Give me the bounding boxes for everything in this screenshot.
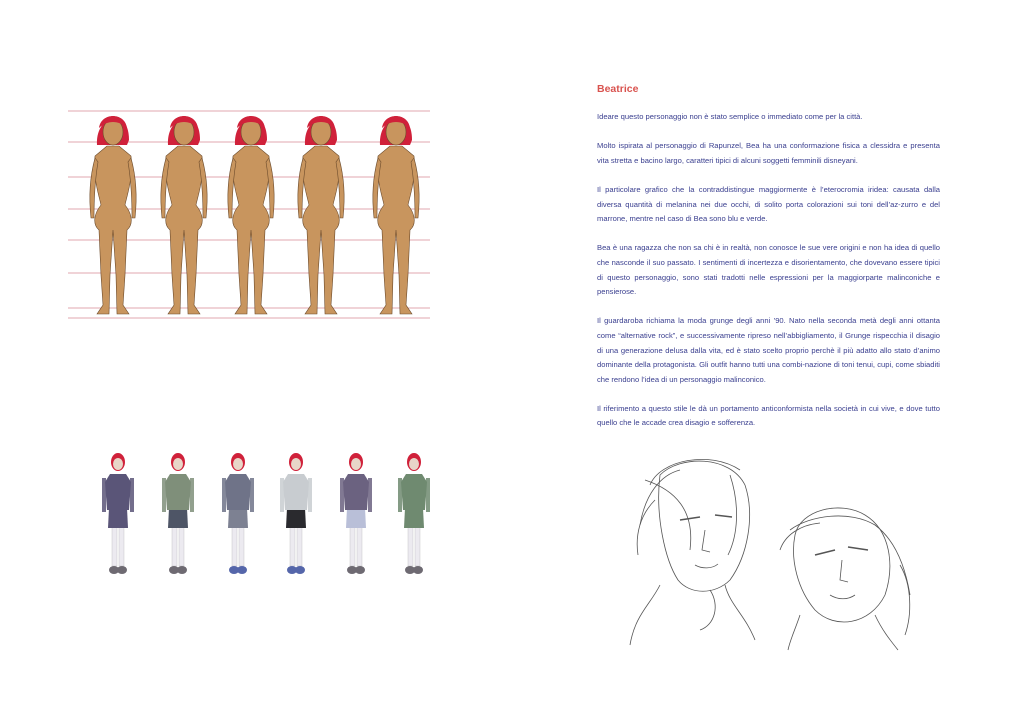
paragraph-6: Il riferimento a questo stile le dà un portamento anticonformista nella società in cui vive, e dove tutto quello che le accade crea disagio e sofferenza. (597, 403, 940, 428)
paragraph-1: Ideare questo personaggio non è stato semplice o immediato come per la città. (597, 112, 863, 121)
turnaround-figure (298, 116, 344, 314)
sketch-face-tilted (780, 508, 910, 650)
turnaround-figure (90, 116, 136, 314)
turnaround-figure (228, 116, 274, 314)
paragraph-2: Molto ispirata al personaggio di Rapunzel, Bea ha una conformazione fisica a clessidra e presenta vita stretta e bacino largo, caratteri tipici di alcuni soggetti femminili disneyani. (597, 141, 940, 165)
outfit-figure (222, 453, 254, 574)
outfit-figure (398, 453, 430, 574)
outfit-studies-illustration (88, 448, 438, 588)
sketch-face-front (630, 459, 755, 645)
description-column (597, 82, 940, 446)
paragraph-3: Il particolare grafico che la contraddistingue maggiormente è l’eterocromia iridea: causata dalla diversa quantità di melanina nei due occhi, di solito porta colorazioni sui toni dell’az-zurro e del marrone, mentre nel caso di Bea sono blu e verde. (597, 184, 940, 224)
character-turnaround-illustration (68, 100, 430, 325)
turnaround-figures (90, 116, 419, 314)
outfit-figure (102, 453, 134, 574)
paragraph-5: Il guardaroba richiama la moda grunge degli anni ’90. Nato nella seconda metà degli anni ottanta come “alternative rock”, e successivamente ripreso nell’abbigliamento, il Grunge rispecchia il disagio di una generazione delusa dalla vita, ed è stato scelto proprio perchè il più adatto allo stato d’animo dominante della protagonista. Gli outfit hanno tutti una combi-nazione di toni tenui, cupi, come sbiaditi che rendono l’idea di un personaggio malinconico. (597, 316, 940, 384)
character-title: Beatrice (597, 83, 639, 95)
turnaround-figure (373, 116, 419, 314)
outfit-figure (340, 453, 372, 574)
paragraph-4: Bea è una ragazza che non sa chi è in realtà, non conosce le sue vere origini e non ha idea di quello che nasconde il suo passato. I sentimenti di incertezza e disorientamento, che dovevano essere tipici di questo personaggio, sono stati tradotti nelle espressioni per la maggiorparte malinconiche e pensierose. (597, 243, 940, 297)
face-sketches-illustration (620, 455, 920, 655)
turnaround-figure (161, 116, 207, 314)
outfit-figure (162, 453, 194, 574)
outfit-figure (280, 453, 312, 574)
